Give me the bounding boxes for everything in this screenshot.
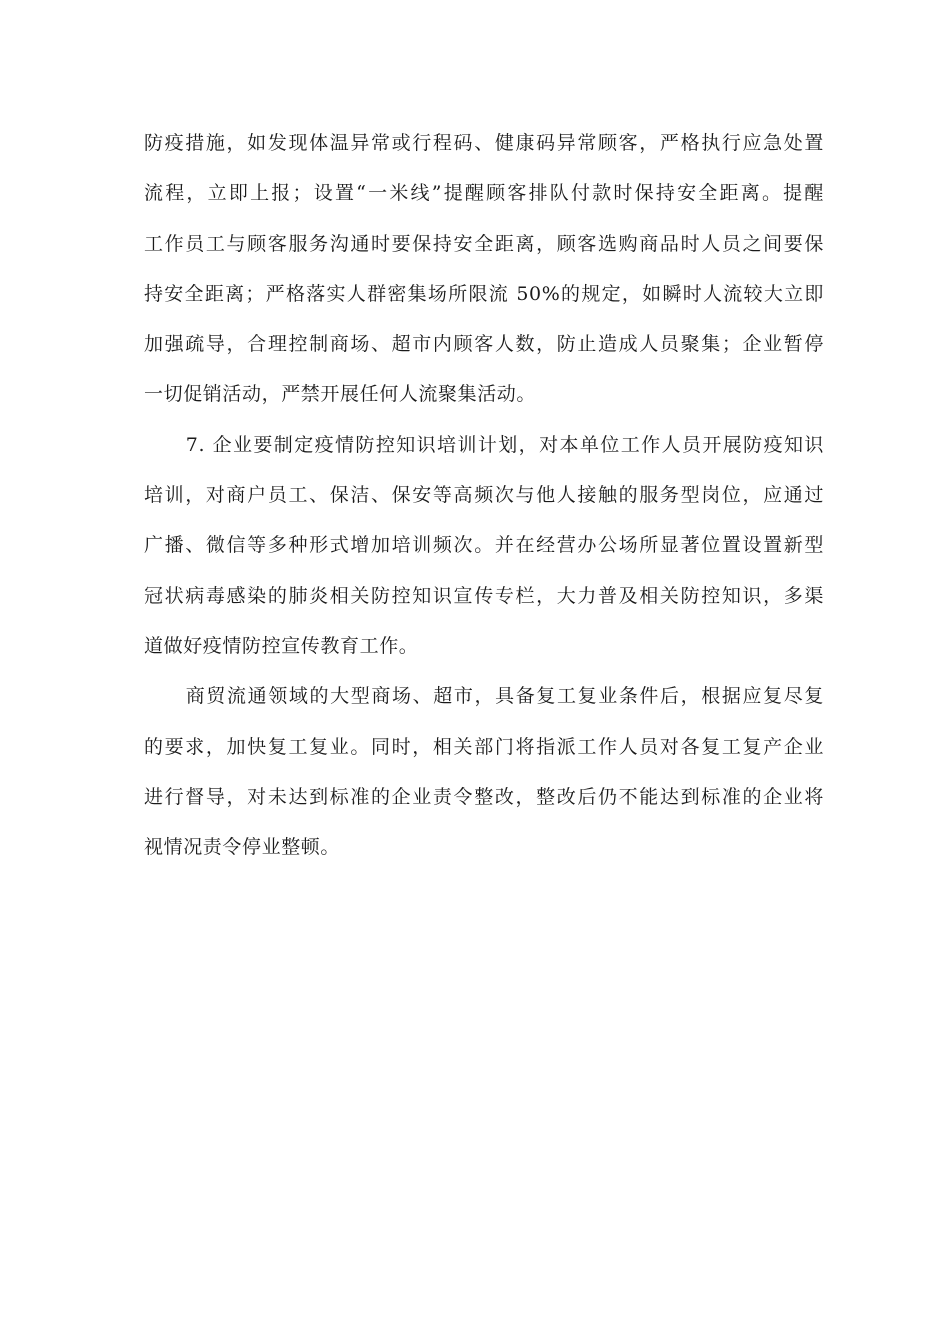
paragraph-epidemic-measures [144,118,824,420]
text-line: 工作员工与顾客服务沟通时要保持安全距离，顾客选购商品时人员之间要保 [144,232,824,255]
text-line: 防疫措施，如发现体温异常或行程码、健康码异常顾客，严格执行应急处置 [144,132,824,154]
text-line: 视情况责令停业整顿。 [144,836,341,859]
text-line: 进行督导，对未达到标准的企业责令整改，整改后仍不能达到标准的企业将 [144,785,824,808]
text-line: 加强疏导，合理控制商场、超市内顾客人数，防止造成人员聚集；企业暂停 [144,333,824,356]
text-line: 7. 企业要制定疫情防控知识培训计划，对本单位工作人员开展防疫知识 [185,433,824,456]
text-line: 持安全距离；严格落实人群密集场所限流 50%的规定，如瞬时人流较大立即 [144,282,824,305]
text-line: 流程，立即上报；设置“一米线”提醒顾客排队付款时保持安全距离。提醒 [144,182,824,205]
text-line: 培训，对商户员工、保洁、保安等高频次与他人接触的服务型岗位，应通过 [144,484,824,507]
text-line: 广播、微信等多种形式增加培训频次。并在经营办公场所显著位置设置新型 [144,534,824,557]
text-line: 商贸流通领域的大型商场、超市，具备复工复业条件后，根据应复尽复 [185,685,824,708]
document-body [144,118,824,872]
text-line: 一切促销活动，严禁开展任何人流聚集活动。 [144,383,537,406]
text-line: 冠状病毒感染的肺炎相关防控知识宣传专栏，大力普及相关防控知识，多渠 [144,584,824,607]
paragraph-training-plan [144,420,824,671]
text-line: 道做好疫情防控宣传教育工作。 [144,634,419,657]
paragraph-resumption [144,671,824,872]
text-line: 的要求，加快复工复业。同时，相关部门将指派工作人员对各复工复产企业 [144,735,824,758]
